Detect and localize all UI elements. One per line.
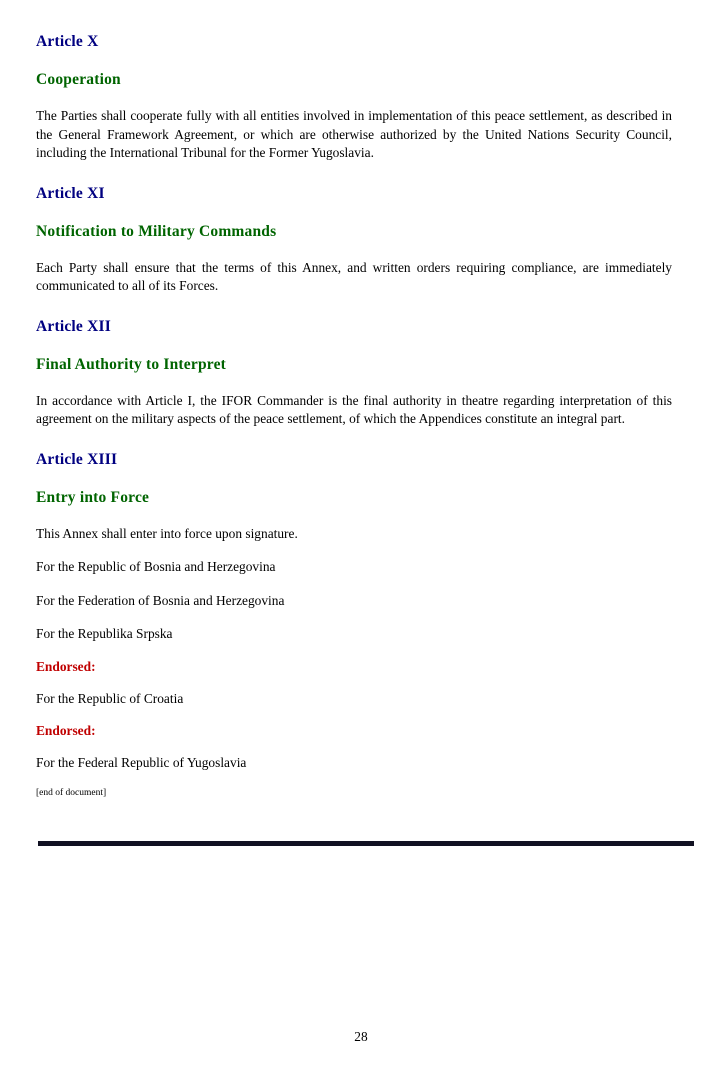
spacer — [36, 708, 672, 723]
article-heading-xii: Article XII — [36, 317, 111, 335]
spacer — [36, 675, 672, 690]
spacer — [36, 241, 672, 259]
spacer — [36, 203, 672, 223]
spacer — [36, 429, 672, 451]
spacer — [36, 644, 672, 659]
spacer — [36, 89, 672, 107]
spacer — [36, 610, 672, 625]
spacer — [36, 577, 672, 592]
section-heading-cooperation: Cooperation — [36, 71, 121, 88]
spacer — [36, 51, 672, 71]
section-heading-entry-into-force: Entry into Force — [36, 488, 150, 506]
spacer — [36, 773, 672, 788]
article-heading-xiii: Article XIII — [36, 450, 118, 468]
endorsed-label-two: Endorsed: — [36, 723, 96, 738]
spacer — [36, 543, 672, 558]
signature-line-yugoslavia: For the Federal Republic of Yugoslavia — [36, 755, 247, 770]
signature-line-bosnia-federation: For the Federation of Bosnia and Herzegovina — [36, 592, 285, 608]
spacer — [36, 336, 672, 356]
article-heading-xi: Article XI — [36, 184, 105, 202]
signature-line-bosnia-republic: For the Republic of Bosnia and Herzegovina — [36, 559, 276, 574]
paragraph-notification: Each Party shall ensure that the terms of this Annex, and written orders requiring compliance, are immediately communicated to all of its Forces. — [36, 259, 672, 293]
spacer — [36, 507, 672, 525]
signature-line-republika-srpska: For the Republika Srpska — [36, 626, 173, 641]
section-heading-final-authority: Final Authority to Interpret — [36, 355, 227, 373]
paragraph-final-authority: In accordance with Article I, the IFOR Commander is the final authority in theatre regarding interpretation of this agreement on the military aspects of the peace settlement, of which the Appendices constitute an integral part. — [36, 392, 672, 426]
end-of-document-marker: [end of document] — [36, 787, 107, 798]
signature-line-croatia: For the Republic of Croatia — [36, 690, 184, 706]
paragraph-cooperation: The Parties shall cooperate fully with all entities involved in implementation of this peace settlement, as described in the General Framework Agreement, or which are otherwise authorized by the United Nations Security Council, including the International Tribunal for the Former Yugoslavia. — [36, 108, 672, 160]
endorsed-label-one: Endorsed: — [36, 658, 96, 674]
document-body — [36, 33, 672, 798]
paragraph-entry-into-force: This Annex shall enter into force upon signature. — [36, 525, 298, 541]
footer-divider — [38, 841, 694, 846]
spacer — [36, 739, 672, 754]
page-number: 28 — [354, 1029, 368, 1044]
spacer — [36, 296, 672, 318]
section-heading-notification: Notification to Military Commands — [36, 222, 277, 240]
spacer — [36, 469, 672, 489]
spacer — [36, 374, 672, 392]
article-heading-x: Article X — [36, 33, 99, 50]
spacer — [36, 163, 672, 185]
